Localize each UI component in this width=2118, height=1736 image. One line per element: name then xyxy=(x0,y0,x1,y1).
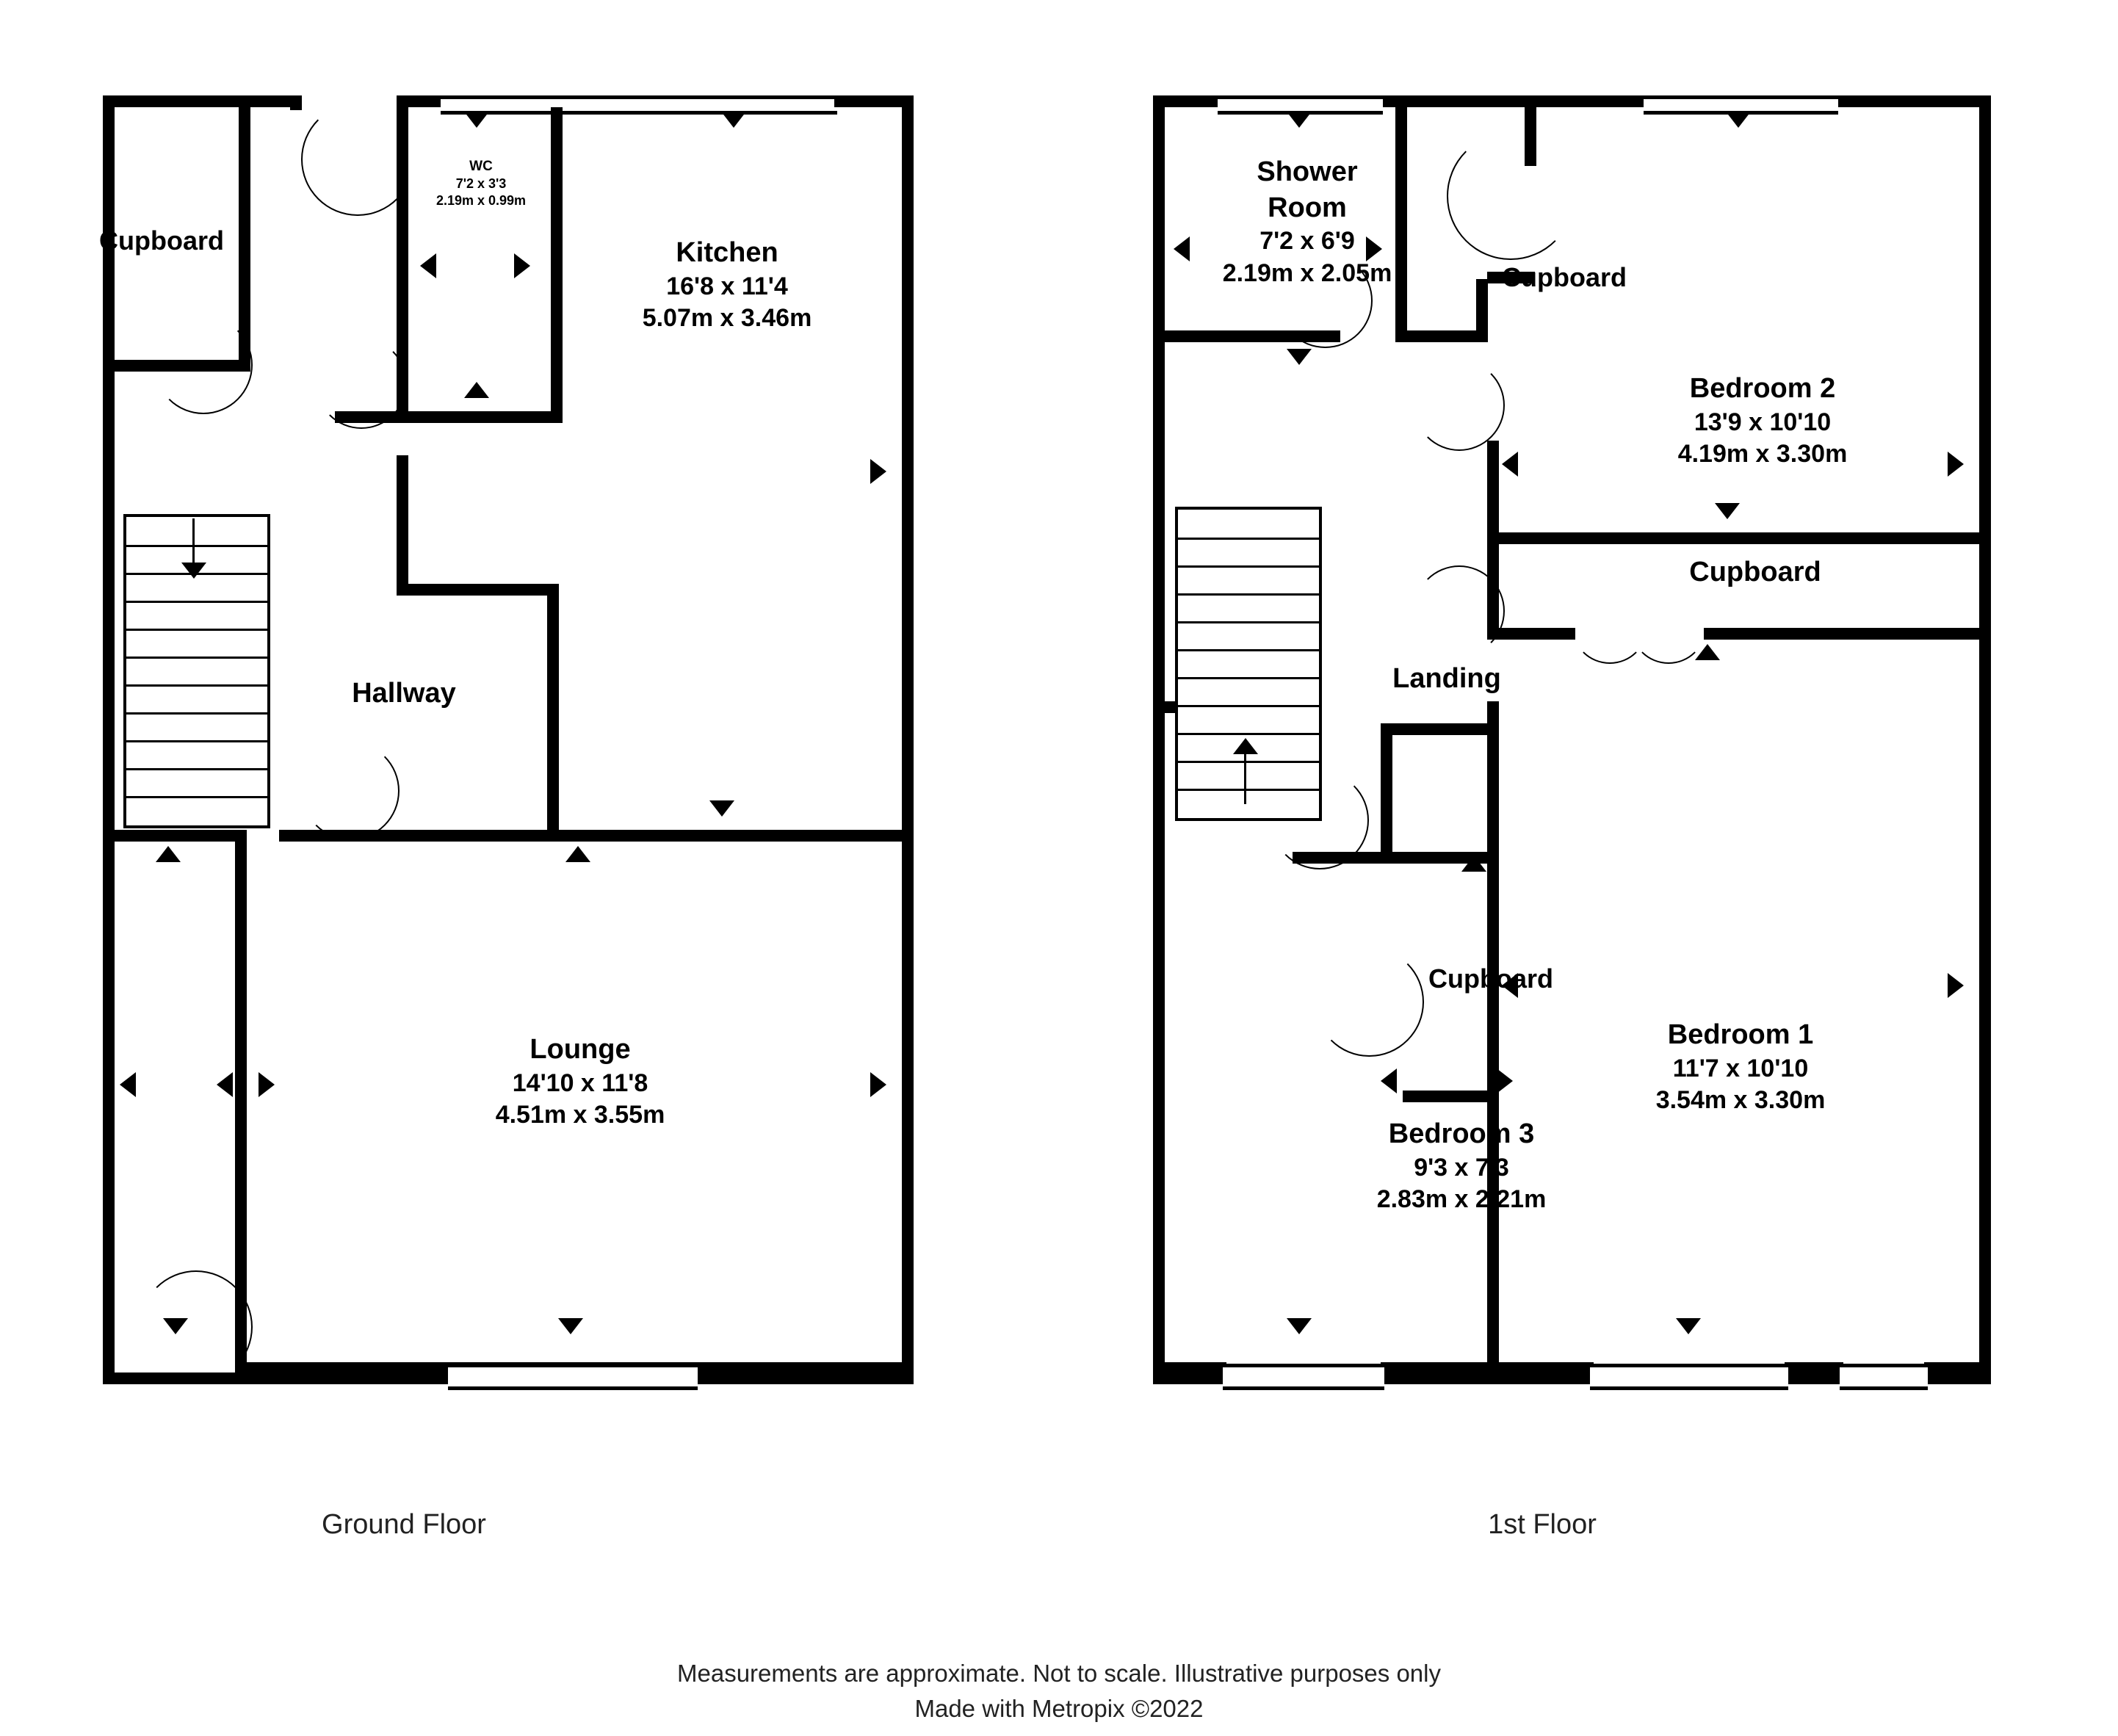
room-name: Cupboard xyxy=(1502,262,1627,292)
wall-segment xyxy=(397,455,408,595)
room-name: Bedroom 3 xyxy=(1388,1118,1535,1149)
room-dimensions-imperial: 9'3 x 7'3 xyxy=(1414,1153,1509,1182)
room-label-bedroom-2 xyxy=(1594,371,1931,471)
room-label-landing xyxy=(1337,661,1557,697)
room-dimensions-imperial: 13'9 x 10'10 xyxy=(1694,408,1832,436)
window-marker xyxy=(1726,112,1751,128)
wall-segment xyxy=(1836,95,1991,107)
wall-segment xyxy=(1785,1362,1843,1384)
wall-segment xyxy=(834,95,914,107)
room-name: Bedroom 1 xyxy=(1667,1019,1814,1050)
wall-segment xyxy=(235,830,247,918)
room-label-wc xyxy=(400,158,562,209)
window xyxy=(1223,1364,1384,1390)
wall-segment xyxy=(558,830,914,842)
room-dimensions-metric: 2.83m x 2.21m xyxy=(1376,1185,1547,1214)
room-name: Cupboard xyxy=(1428,963,1553,994)
wall-segment xyxy=(115,830,247,842)
window-marker xyxy=(1287,1318,1312,1334)
window-marker xyxy=(163,1318,188,1334)
staircase xyxy=(1175,507,1322,821)
room-dimensions-imperial: 7'2 x 3'3 xyxy=(455,176,507,192)
room-dimensions-metric: 3.54m x 3.30m xyxy=(1655,1086,1826,1115)
room-dimensions-metric: 4.19m x 3.30m xyxy=(1677,440,1848,469)
staircase xyxy=(123,514,270,828)
first-floor-plan xyxy=(1087,0,2118,1469)
window-marker xyxy=(1948,452,1964,477)
wall-segment xyxy=(902,95,914,1384)
wall-segment xyxy=(279,830,559,842)
footer-line-1: Measurements are approximate. Not to scale. Illustrative purposes only xyxy=(677,1660,1441,1687)
window xyxy=(1840,1364,1928,1390)
stair-direction-line xyxy=(192,518,195,567)
room-name: Cupboard xyxy=(99,225,224,256)
window-marker xyxy=(1676,1318,1701,1334)
door-swing xyxy=(1447,132,1575,260)
room-dimensions-imperial: 16'8 x 11'4 xyxy=(666,272,788,300)
stair-direction-arrow xyxy=(181,563,206,579)
wall-segment xyxy=(1525,107,1536,166)
wall-segment xyxy=(1381,95,1645,107)
footer-disclaimer xyxy=(0,1656,2118,1726)
window-marker xyxy=(1381,1068,1397,1093)
room-label-hallway xyxy=(294,676,514,712)
window-marker xyxy=(870,459,886,484)
wall-segment xyxy=(235,1248,247,1384)
room-label-cupboard xyxy=(44,224,279,258)
wall-segment xyxy=(1153,95,1219,107)
room-name: Kitchen xyxy=(676,237,778,268)
room-label-bedroom-3 xyxy=(1315,1116,1608,1216)
wall-segment xyxy=(397,411,563,423)
window-marker xyxy=(464,382,489,398)
window xyxy=(1590,1364,1788,1390)
window-marker xyxy=(1695,644,1720,660)
window-marker xyxy=(156,846,181,862)
room-label-shower-room xyxy=(1160,154,1454,289)
room-dimensions-imperial: 11'7 x 10'10 xyxy=(1672,1054,1809,1082)
room-name: Hallway xyxy=(352,678,456,709)
stair-direction-arrow xyxy=(1233,738,1258,754)
window xyxy=(448,1364,698,1390)
wall-segment xyxy=(1381,734,1392,859)
room-label-bedroom-1 xyxy=(1579,1017,1902,1117)
window-marker xyxy=(565,846,590,862)
room-dimensions-metric: 2.19m x 2.05m xyxy=(1222,258,1392,287)
room-dimensions-metric: 2.19m x 0.99m xyxy=(435,193,527,209)
window-marker xyxy=(709,800,734,817)
wall-segment xyxy=(547,584,559,841)
wall-segment xyxy=(551,107,563,423)
window-marker xyxy=(1287,112,1312,128)
door-swing xyxy=(154,316,253,414)
ground-floor-plan xyxy=(0,0,1028,1469)
room-dimensions-metric: 5.07m x 3.46m xyxy=(642,304,812,333)
window-marker xyxy=(1461,856,1486,872)
wall-segment xyxy=(1704,628,1991,640)
room-label-lounge xyxy=(433,1032,727,1132)
wall-segment xyxy=(397,584,558,596)
wall-segment xyxy=(1924,1362,1991,1384)
door-swing xyxy=(1414,565,1505,657)
window-marker xyxy=(1502,452,1518,477)
first-floor-title: 1st Floor xyxy=(1488,1509,1597,1540)
room-name-line2: Room xyxy=(1268,192,1347,223)
room-name: Lounge xyxy=(530,1034,631,1065)
stair-direction-line xyxy=(1244,753,1246,804)
door-swing xyxy=(316,338,407,429)
wall-segment xyxy=(1979,95,1991,1384)
room-label-cupboard-mid xyxy=(1594,554,1917,590)
door-swing xyxy=(301,742,400,840)
room-name: Landing xyxy=(1392,663,1501,694)
wall-segment xyxy=(1153,1362,1226,1384)
window-marker xyxy=(120,1072,136,1097)
window-marker xyxy=(1287,349,1312,365)
wall-segment xyxy=(1403,1091,1499,1102)
window-marker xyxy=(558,1318,583,1334)
wall-segment xyxy=(290,95,302,110)
window-marker xyxy=(1497,1068,1513,1093)
wall-segment xyxy=(103,95,115,1384)
footer-line-2: Made with Metropix ©2022 xyxy=(914,1694,1204,1722)
room-name: Bedroom 2 xyxy=(1689,373,1836,404)
wall-segment xyxy=(1487,532,1991,544)
window-marker xyxy=(870,1072,886,1097)
room-label-kitchen xyxy=(580,235,874,335)
window-marker xyxy=(721,112,746,128)
wall-segment xyxy=(1381,723,1498,735)
window-marker xyxy=(1948,973,1964,998)
window-marker xyxy=(259,1072,275,1097)
ground-floor-title: Ground Floor xyxy=(322,1509,486,1540)
wall-segment xyxy=(1487,1021,1499,1102)
window-marker xyxy=(420,253,436,278)
room-dimensions-metric: 4.51m x 3.55m xyxy=(495,1101,665,1129)
room-dimensions-imperial: 14'10 x 11'8 xyxy=(512,1068,648,1097)
wall-segment xyxy=(235,911,247,1263)
room-name: WC xyxy=(469,159,493,174)
room-name: Cupboard xyxy=(1689,557,1821,587)
window-marker xyxy=(464,112,489,128)
room-label-cupboard-lower xyxy=(1381,962,1601,996)
wall-segment xyxy=(705,1362,914,1384)
window-marker xyxy=(1715,503,1740,519)
room-name-line1: Shower xyxy=(1257,156,1358,187)
window-marker xyxy=(217,1072,233,1097)
wall-segment xyxy=(103,95,294,107)
door-swing xyxy=(1414,360,1505,451)
room-dimensions-imperial: 7'2 x 6'9 xyxy=(1259,227,1355,256)
room-label-cupboard-upper xyxy=(1454,261,1674,294)
wall-segment xyxy=(1487,441,1499,543)
window-marker xyxy=(514,253,530,278)
